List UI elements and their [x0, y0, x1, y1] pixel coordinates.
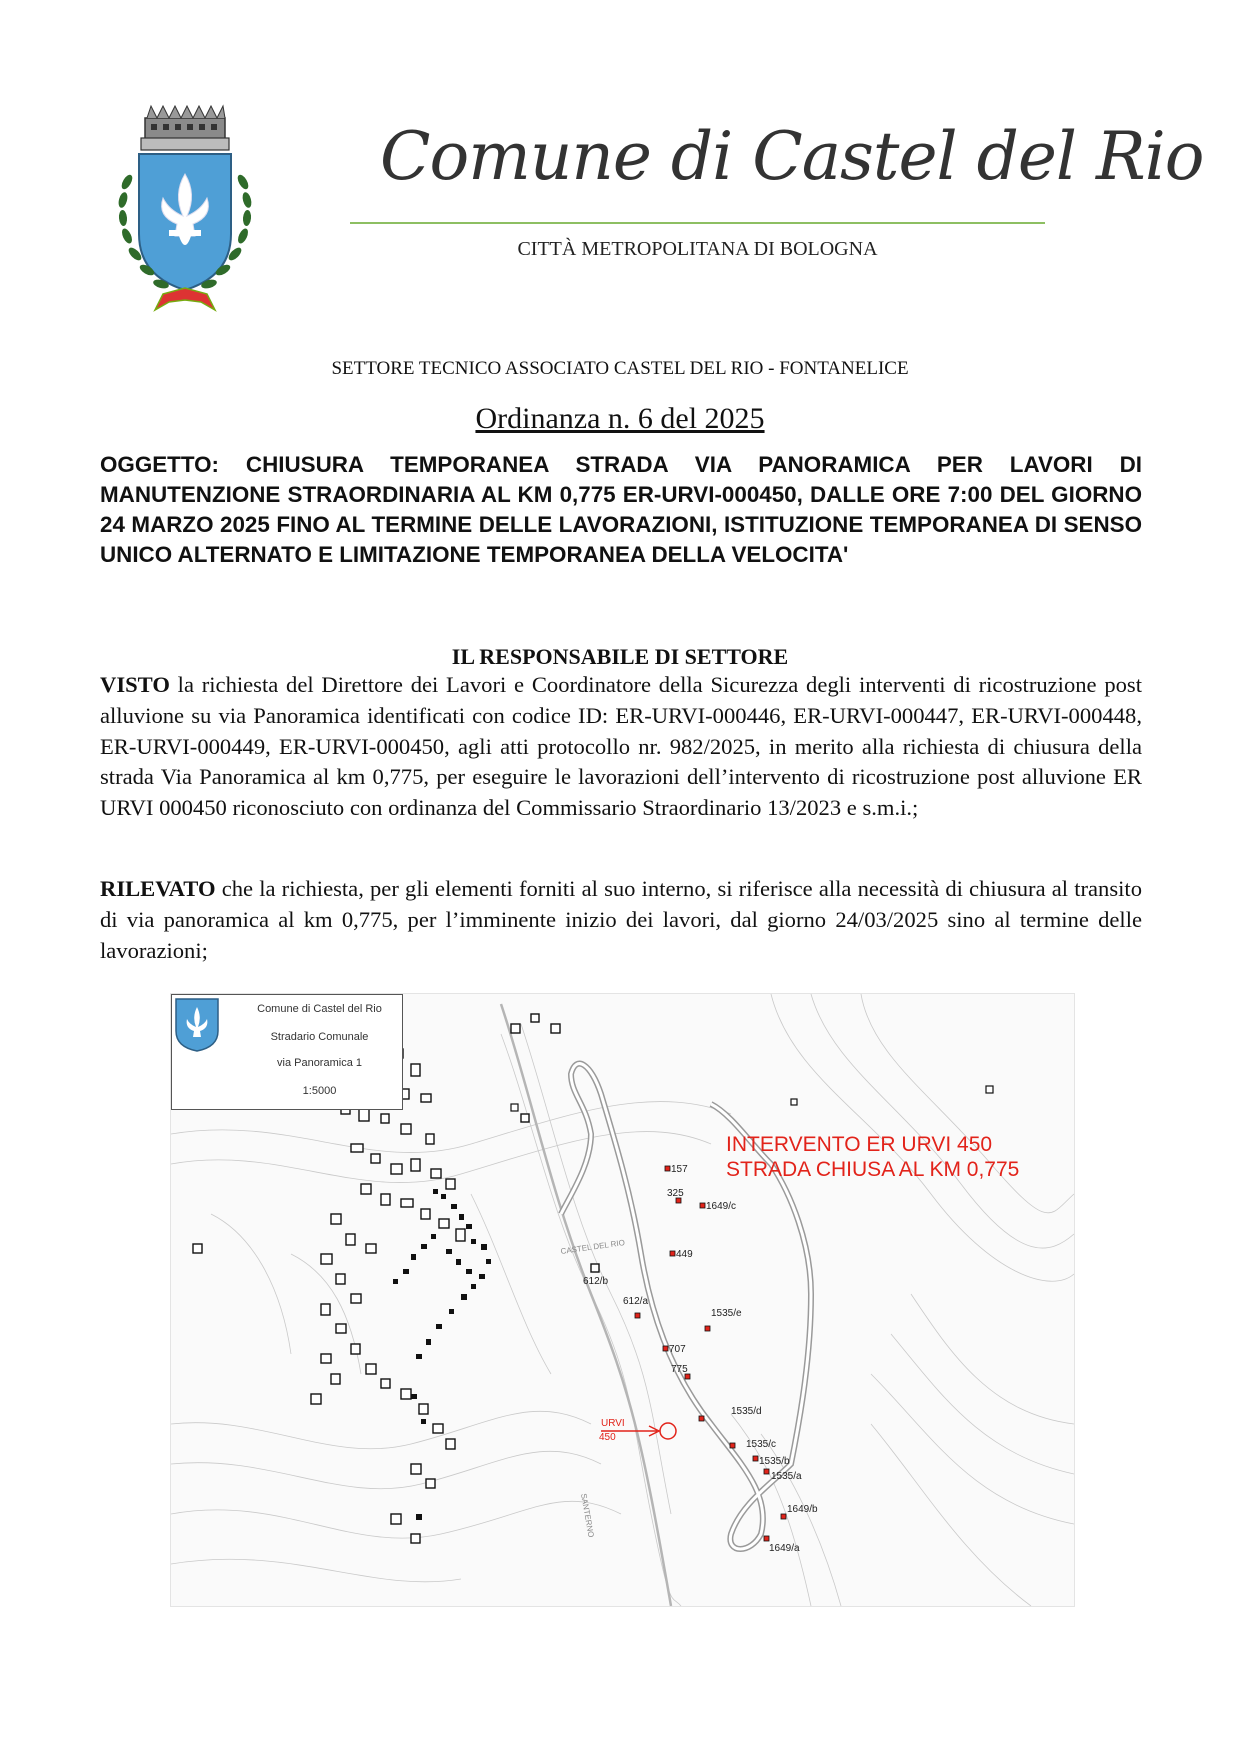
intervento-line-2: STRADA CHIUSA AL KM 0,775 [726, 1158, 1020, 1181]
intervento-line-1: INTERVENTO ER URVI 450 [726, 1133, 993, 1156]
visto-lead: VISTO [100, 672, 170, 697]
rilevato-text: che la richiesta, per gli elementi forniti al suo interno, si riferisce alla necessità di chiusura al transito di via panoramica al km 0,775, per l’imminente inizio dei lavori, dal giorno 24/03/2025 sino al termine delle lavorazioni; [100, 876, 1142, 963]
visto-text: la richiesta del Direttore dei Lavori e Coordinatore della Sicurezza degli interventi di ricostruzione post alluvione su via Panoramica identificati con codice ID: ER-URVI-000446, ER-URVI-000447, ER-URVI-000448, ER-URVI-000449, ER-URVI-000450, agli atti protocollo nr. 982/2025, in merito alla richiesta di chiusura della strada Via Panoramica al km 0,775, per eseguire le lavorazioni dell’intervento di ricostruzione post alluvione ER URVI 000450 riconosciuto con ordinanza del Commissario Straordinario 13/2023 e s.m.i.; [100, 672, 1142, 821]
point-label: 1535/b [759, 1456, 790, 1467]
visto-paragraph [100, 670, 1142, 824]
map-legend-box [171, 994, 403, 1110]
coat-of-arms-icon [103, 104, 268, 314]
intervento-label [726, 1132, 1019, 1182]
crown-icon [141, 106, 229, 150]
point-markers [635, 1166, 786, 1541]
ordinanza-title: Ordinanza n. 6 del 2025 [475, 402, 765, 435]
responsabile-heading: IL RESPONSABILE DI SETTORE [451, 644, 789, 669]
place-label: SANTERNO [579, 1492, 596, 1539]
settore-heading: SETTORE TECNICO ASSOCIATO CASTEL DEL RIO - FONTANELICE [331, 358, 909, 379]
header-divider [350, 222, 1045, 224]
place-label: CASTEL DEL RIO [560, 1238, 626, 1256]
oggetto-paragraph: OGGETTO: CHIUSURA TEMPORANEA STRADA VIA PANORAMICA PER LAVORI DI MANUTENZIONE STRAORDINARIA AL KM 0,775 ER-URVI-000450, DALLE ORE 7:00 DEL GIORNO 24 MARZO 2025 FINO AL TERMINE DELLE LAVORAZIONI, ISTITUZIONE TEMPORANEA DI SENSO UNICO ALTERNATO E LIMITAZIONE TEMPORANEA DELLA VELOCITA' [100, 452, 1142, 567]
map-box-scale: 1:5000 [302, 1085, 337, 1097]
urvi-marker-number: 450 [599, 1432, 616, 1443]
point-label: 1535/a [771, 1471, 802, 1482]
point-label: 1535/c [746, 1439, 777, 1450]
point-label: 1535/e [711, 1308, 742, 1319]
map-box-title: Comune di Castel del Rio [257, 1003, 382, 1015]
map-box-subtitle: Stradario Comunale [270, 1031, 369, 1043]
comune-name: Comune di Castel del Rio [380, 118, 1204, 195]
fleur-de-lis-icon [172, 995, 222, 1053]
point-label: 1649/c [706, 1201, 737, 1212]
point-label: 775 [671, 1364, 688, 1375]
work-site-marker [660, 1423, 676, 1439]
dense-buildings [393, 1189, 491, 1520]
point-label: 1535/d [731, 1406, 762, 1417]
point-label: 449 [676, 1249, 693, 1260]
map-box-street: via Panoramica 1 [277, 1057, 362, 1069]
urvi-marker-label: URVI [601, 1418, 625, 1429]
point-label: 612/b [583, 1276, 609, 1287]
point-label: 1649/a [769, 1543, 800, 1554]
rilevato-lead: RILEVATO [100, 876, 216, 901]
rilevato-paragraph [100, 874, 1142, 966]
point-label: 612/a [623, 1296, 649, 1307]
point-label: 707 [669, 1344, 686, 1355]
street-map [170, 993, 1075, 1607]
point-label: 157 [671, 1164, 688, 1175]
citta-metropolitana: CITTÀ METROPOLITANA DI BOLOGNA [517, 238, 878, 260]
point-label: 325 [667, 1188, 684, 1199]
point-label: 1649/b [787, 1504, 818, 1515]
